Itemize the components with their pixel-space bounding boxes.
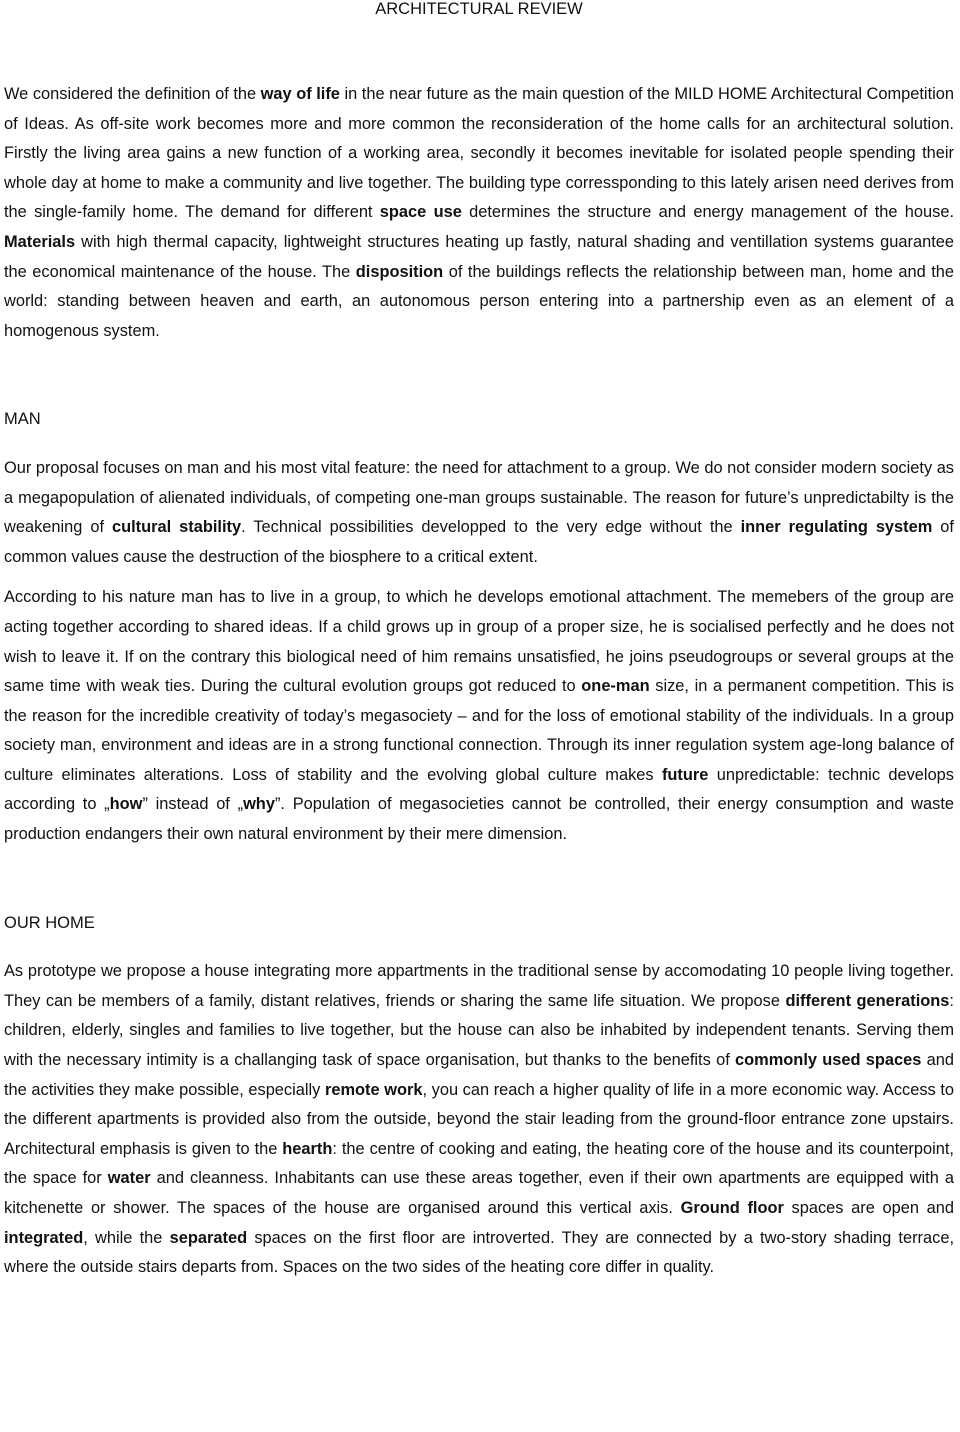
text-run: Our proposal focuses on man and his most vital feature: the need for attachment to a group. We do not consider modern society as a megapopulation of alienated individuals, of competing one-man groups sustainable. The reason for future’s unpredictabilty is the weakening of (4, 458, 954, 537)
bold-text-run: water (107, 1169, 151, 1188)
man-paragraph-1 (4, 454, 954, 572)
bold-text-run: how (109, 795, 143, 814)
text-run: , while the (83, 1228, 170, 1247)
bold-text-run: inner regulating system (740, 518, 933, 537)
bold-text-run: commonly used spaces (735, 1051, 922, 1070)
text-run: As prototype we propose a house integrating more appartments in the traditional sense by accomodating 10 people living together. They can be members of a family, distant relatives, friends or sharing the same life situation. We propose (4, 962, 954, 1010)
bold-text-run: integrated (4, 1228, 84, 1247)
man-paragraph-2 (4, 583, 954, 849)
bold-text-run: separated (169, 1228, 248, 1247)
text-run: spaces are open and (783, 1199, 954, 1217)
bold-text-run: space use (379, 203, 462, 222)
text-run: determines the structure and energy management of the house. (461, 203, 954, 222)
section-heading-man: MAN (4, 410, 41, 429)
text-run: According to his nature man has to live in a group, to which he develops emotional attachment. The memebers of the group are acting together according to shared ideas. If a child grows up in group of a proper size, he is socialised perfectly and he does not wish to leave it. If on the contrary this biological need of him remains unsatisfied, he joins pseudogroups or several groups at the same time with weak ties. During the cultural evolution groups got reduced to (4, 588, 954, 696)
section-heading-our-home: OUR HOME (4, 913, 95, 932)
bold-text-run: one-man (581, 677, 650, 696)
document-title: ARCHITECTURAL REVIEW (375, 0, 583, 18)
text-run: ”. Population of megasocieties cannot be controlled, their energy consumption and waste production endangers their own natural environment by their mere dimension. (4, 795, 954, 844)
bold-text-run: hearth (282, 1139, 333, 1158)
text-run: We considered the definition of the (4, 85, 261, 103)
bold-text-run: Ground floor (680, 1199, 784, 1217)
bold-text-run: disposition (355, 262, 444, 281)
text-run: : children, elderly, singles and families to live together, but the house can also be inhabited by independent tenants. Serving them with the necessary intimity is a challanging task of space organisation, but thanks to the benefits of (4, 991, 954, 1070)
text-run: and the activities they make possible, especially (4, 1051, 954, 1099)
text-run: . Technical possibilities developped to the very edge without the (241, 518, 741, 537)
text-run: of common values cause the destruction of the biosphere to a critical extent. (4, 518, 954, 566)
our-home-paragraph (4, 957, 954, 1283)
text-run: , you can reach a higher quality of life in a more economic way. Access to the different apartments is provided also from the outside, beyond the stair leading from the ground-floor entrance zone upstairs. Architectural emphasis is given to the (4, 1080, 955, 1158)
text-run: and cleanness. Inhabitants can use these areas together, even if their own apartments are equipped with a kitchenette or shower. The spaces of the house are organised around this vertical axis. (4, 1169, 955, 1217)
bold-text-run: way of life (260, 85, 340, 103)
text-run: spaces on the first floor are introverted. They are connected by a two-story shading terrace, where the outside stairs departs from. Spaces on the two sides of the heating core differ in quality. (4, 1228, 954, 1277)
bold-text-run: remote work (324, 1080, 423, 1099)
bold-text-run: cultural stability (111, 518, 242, 537)
text-run: ” instead of „ (142, 795, 244, 814)
bold-text-run: different generations (785, 991, 950, 1010)
text-run: in the near future as the main question of the MILD HOME Architectural Competition of Ideas. As off-site work becomes more and more common the reconsideration of the home calls for an architectural solution. Firstly the living area gains a new function of a working area, secondly it becomes inevitable for isolated people spending their whole day at home to make a community and live together. The building type corressponding to this lately arisen need derives from the single-family home. The demand for different (4, 85, 954, 222)
bold-text-run: why (243, 795, 275, 814)
text-run: of the buildings reflects the relationship between man, home and the world: standing between heaven and earth, an autonomous person entering into a partnership even as an element of a homogenous system. (4, 262, 954, 340)
intro-paragraph (4, 80, 954, 346)
text-run: size, in a permanent competition. This is the reason for the incredible creativity of today’s megasociety – and for the loss of emotional stability of the individuals. In a group society man, environment and ideas are in a strong functional connection. Through its inner regulation system age-long balance of culture eliminates alterations. Loss of stability and the evolving global culture makes (4, 677, 954, 784)
text-run: : the centre of cooking and eating, the heating core of the house and its counterpoint, the space for (4, 1139, 954, 1188)
text-run: with high thermal capacity, lightweight structures heating up fastly, natural shading and ventillation systems guarantee the economical maintenance of the house. The (4, 232, 954, 281)
bold-text-run: future (661, 765, 709, 784)
text-run: unpredictable: technic develops according to „ (4, 765, 954, 814)
bold-text-run: Materials (4, 232, 76, 251)
